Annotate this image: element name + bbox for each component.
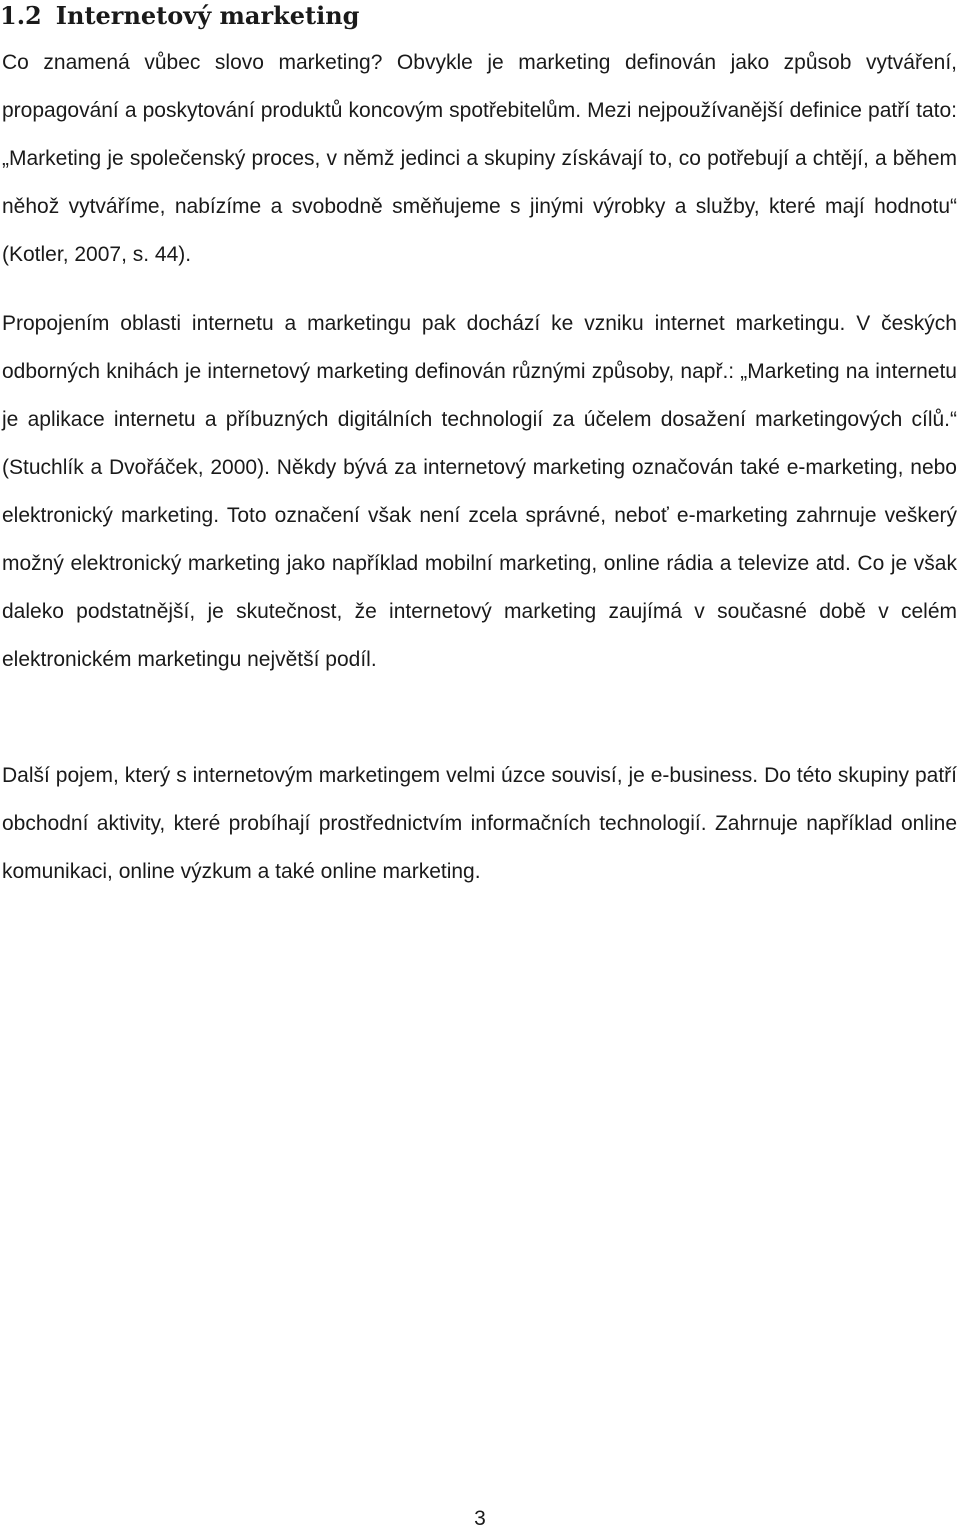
- paragraph-marketing-definition: Co znamená vůbec slovo marketing? Obvykle je marketing definován jako způsob vytváření, propagování a poskytování produktů koncovým spotřebitelům. Mezi nejpoužívanější definice patří tato: „Marketing je společenský proces, v němž jedinci a skupiny získávají to, co potřebují a chtějí, a během něhož vytváříme, nabízíme a svobodně směňujeme s jinými výrobky a služby, které mají hodnotu“ (Kotler, 2007, s. 44).: [2, 51, 957, 266]
- paragraph-e-business: Další pojem, který s internetovým marketingem velmi úzce souvisí, je e-business. Do této skupiny patří obchodní aktivity, které probíhají prostřednictvím informačních technologií. Zahrnuje například online komunikaci, online výzkum a také online marketing.: [2, 764, 957, 883]
- page-number: 3: [474, 1507, 486, 1530]
- section-heading: [0, 0, 359, 32]
- paragraph-internet-marketing: Propojením oblasti internetu a marketingu pak dochází ke vzniku internet marketingu. V českých odborných knihách je internetový marketing definován různými způsoby, např.: „Marketing na internetu je aplikace internetu a příbuzných digitálních technologií za účelem dosažení marketingových cílů.“ (Stuchlík a Dvořáček, 2000). Někdy bývá za internetový marketing označován také e-marketing, nebo elektronický marketing. Toto označení však není zcela správné, neboť e-marketing zahrnuje veškerý možný elektronický marketing jako například mobilní marketing, online rádia a televize atd. Co je však daleko podstatnější, je skutečnost, že internetový marketing zaujímá v současné době v celém elektronickém marketingu největší podíl.: [2, 312, 957, 671]
- section-number: 1.2: [0, 1, 42, 30]
- section-title: Internetový marketing: [55, 1, 360, 30]
